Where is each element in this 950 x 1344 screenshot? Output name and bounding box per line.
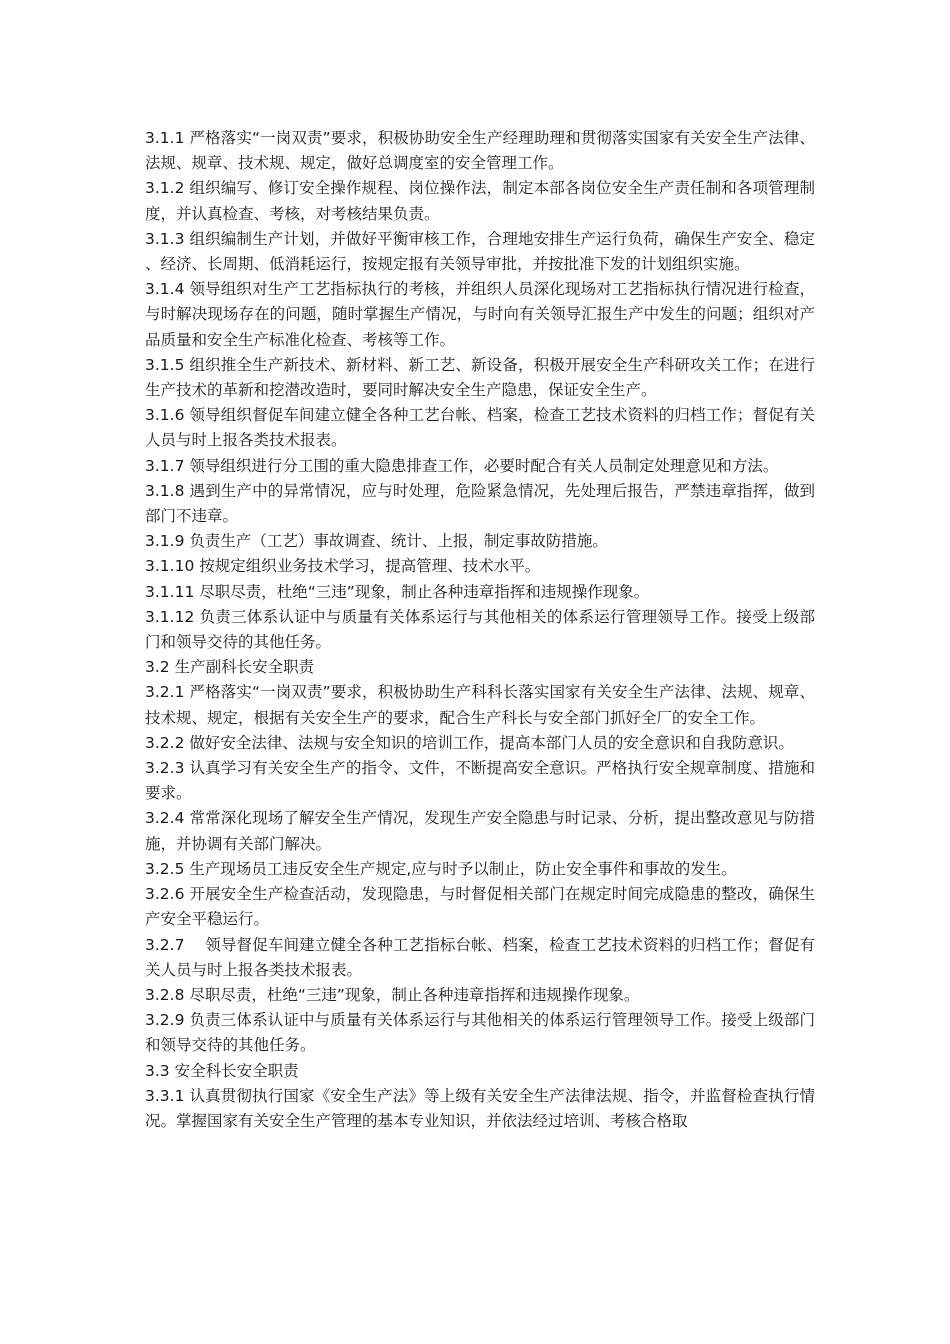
clause-3-3-1: 3.3.1 认真贯彻执行国家《安全生产法》等上级有关安全生产法律法规、指令，并监督检查执行情况。掌握国家有关安全生产管理的基本专业知识，并依法经过培训、考核合格取 <box>145 1086 815 1130</box>
clause-3-2-2: 3.2.2 做好安全法律、法规与安全知识的培训工作，提高本部门人员的安全意识和自我防意识。 <box>145 733 794 752</box>
clause-3-1-3: 3.1.3 组织编制生产计划，并做好平衡审核工作，合理地安排生产运行负荷，确保生产安全、稳定、经济、长周期、低消耗运行，按规定报有关领导审批，并按批准下发的计划组织实施。 <box>145 229 815 274</box>
clause-3-2-8: 3.2.8 尽职尽责，杜绝“三违”现象，制止各种违章指挥和违规操作现象。 <box>145 985 640 1004</box>
clause-3-1-4: 3.1.4 领导组织对生产工艺指标执行的考核，并组织人员深化现场对工艺指标执行情况进行检查，与时解决现场存在的问题，随时掌握生产情况，与时向有关领导汇报生产中发生的问题；组织对产品质量和安全生产标准化检查、考核等工作。 <box>145 280 815 349</box>
clause-3-1-1: 3.1.1 严格落实“一岗双责”要求，积极协助安全生产经理助理和贯彻落实国家有关安全生产法律、法规、规章、技术规、规定，做好总调度室的安全管理工作。 <box>145 129 815 173</box>
clause-3-1-5: 3.1.5 组织推全生产新技术、新材料、新工艺、新设备，积极开展安全生产科研攻关工作；在进行生产技术的革新和挖潜改造时，要同时解决安全生产隐患，保证安全生产。 <box>145 355 815 400</box>
clause-3-2-3: 3.2.3 认真学习有关安全生产的指令、文件，不断提高安全意识。严格执行安全规章制度、措施和要求。 <box>145 759 815 803</box>
clause-3-1-12: 3.1.12 负责三体系认证中与质量有关体系运行与其他相关的体系运行管理领导工作。接受上级部门和领导交待的其他任务。 <box>145 607 815 652</box>
document-body <box>145 126 815 1134</box>
clause-3-1-9: 3.1.9 负责生产（工艺）事故调查、统计、上报，制定事故防措施。 <box>145 532 608 551</box>
clause-3-2-6: 3.2.6 开展安全生产检查活动，发现隐患，与时督促相关部门在规定时间完成隐患的整改，确保生产安全平稳运行。 <box>145 885 815 929</box>
clause-3-2-5: 3.2.5 生产现场员工违反安全生产规定,应与时予以制止，防止安全事件和事故的发生。 <box>145 859 737 878</box>
clause-3-1-8: 3.1.8 遇到生产中的异常情况，应与时处理，危险紧急情况，先处理后报告，严禁违章指挥，做到部门不违章。 <box>145 481 815 526</box>
clause-3-1-6: 3.1.6 领导组织督促车间建立健全各种工艺台帐、档案，检查工艺技术资料的归档工作；督促有关人员与时上报各类技术报表。 <box>145 406 815 450</box>
clause-3-1-7: 3.1.7 领导组织进行分工围的重大隐患排查工作，必要时配合有关人员制定处理意见和方法。 <box>145 456 779 475</box>
clause-3-1-2: 3.1.2 组织编写、修订安全操作规程、岗位操作法，制定本部各岗位安全生产责任制和各项管理制度，并认真检查、考核，对考核结果负责。 <box>145 179 815 223</box>
clause-3-2-7: 3.2.7 领导督促车间建立健全各种工艺指标台帐、档案，检查工艺技术资料的归档工作；督促有关人员与时上报各类技术报表。 <box>145 935 815 979</box>
clause-3-1-11: 3.1.11 尽职尽责，杜绝“三违”现象，制止各种违章指挥和违规操作现象。 <box>145 582 650 601</box>
clause-3-2-1: 3.2.1 严格落实“一岗双责”要求，积极协助生产科科长落实国家有关安全生产法律、法规、规章、技术规、规定，根据有关安全生产的要求，配合生产科长与安全部门抓好全厂的安全工作。 <box>145 683 815 727</box>
clause-3-2-9: 3.2.9 负责三体系认证中与质量有关体系运行与其他相关的体系运行管理领导工作。接受上级部门和领导交待的其他任务。 <box>145 1011 815 1055</box>
clause-3-1-10: 3.1.10 按规定组织业务技术学习，提高管理、技术水平。 <box>145 557 541 576</box>
section-heading-3-2: 3.2 生产副科长安全职责 <box>145 658 315 677</box>
clause-3-2-4: 3.2.4 常常深化现场了解安全生产情况，发现生产安全隐患与时记录、分析，提出整改意见与防措施，并协调有关部门解决。 <box>145 809 815 853</box>
section-heading-3-3: 3.3 安全科长安全职责 <box>145 1061 299 1080</box>
